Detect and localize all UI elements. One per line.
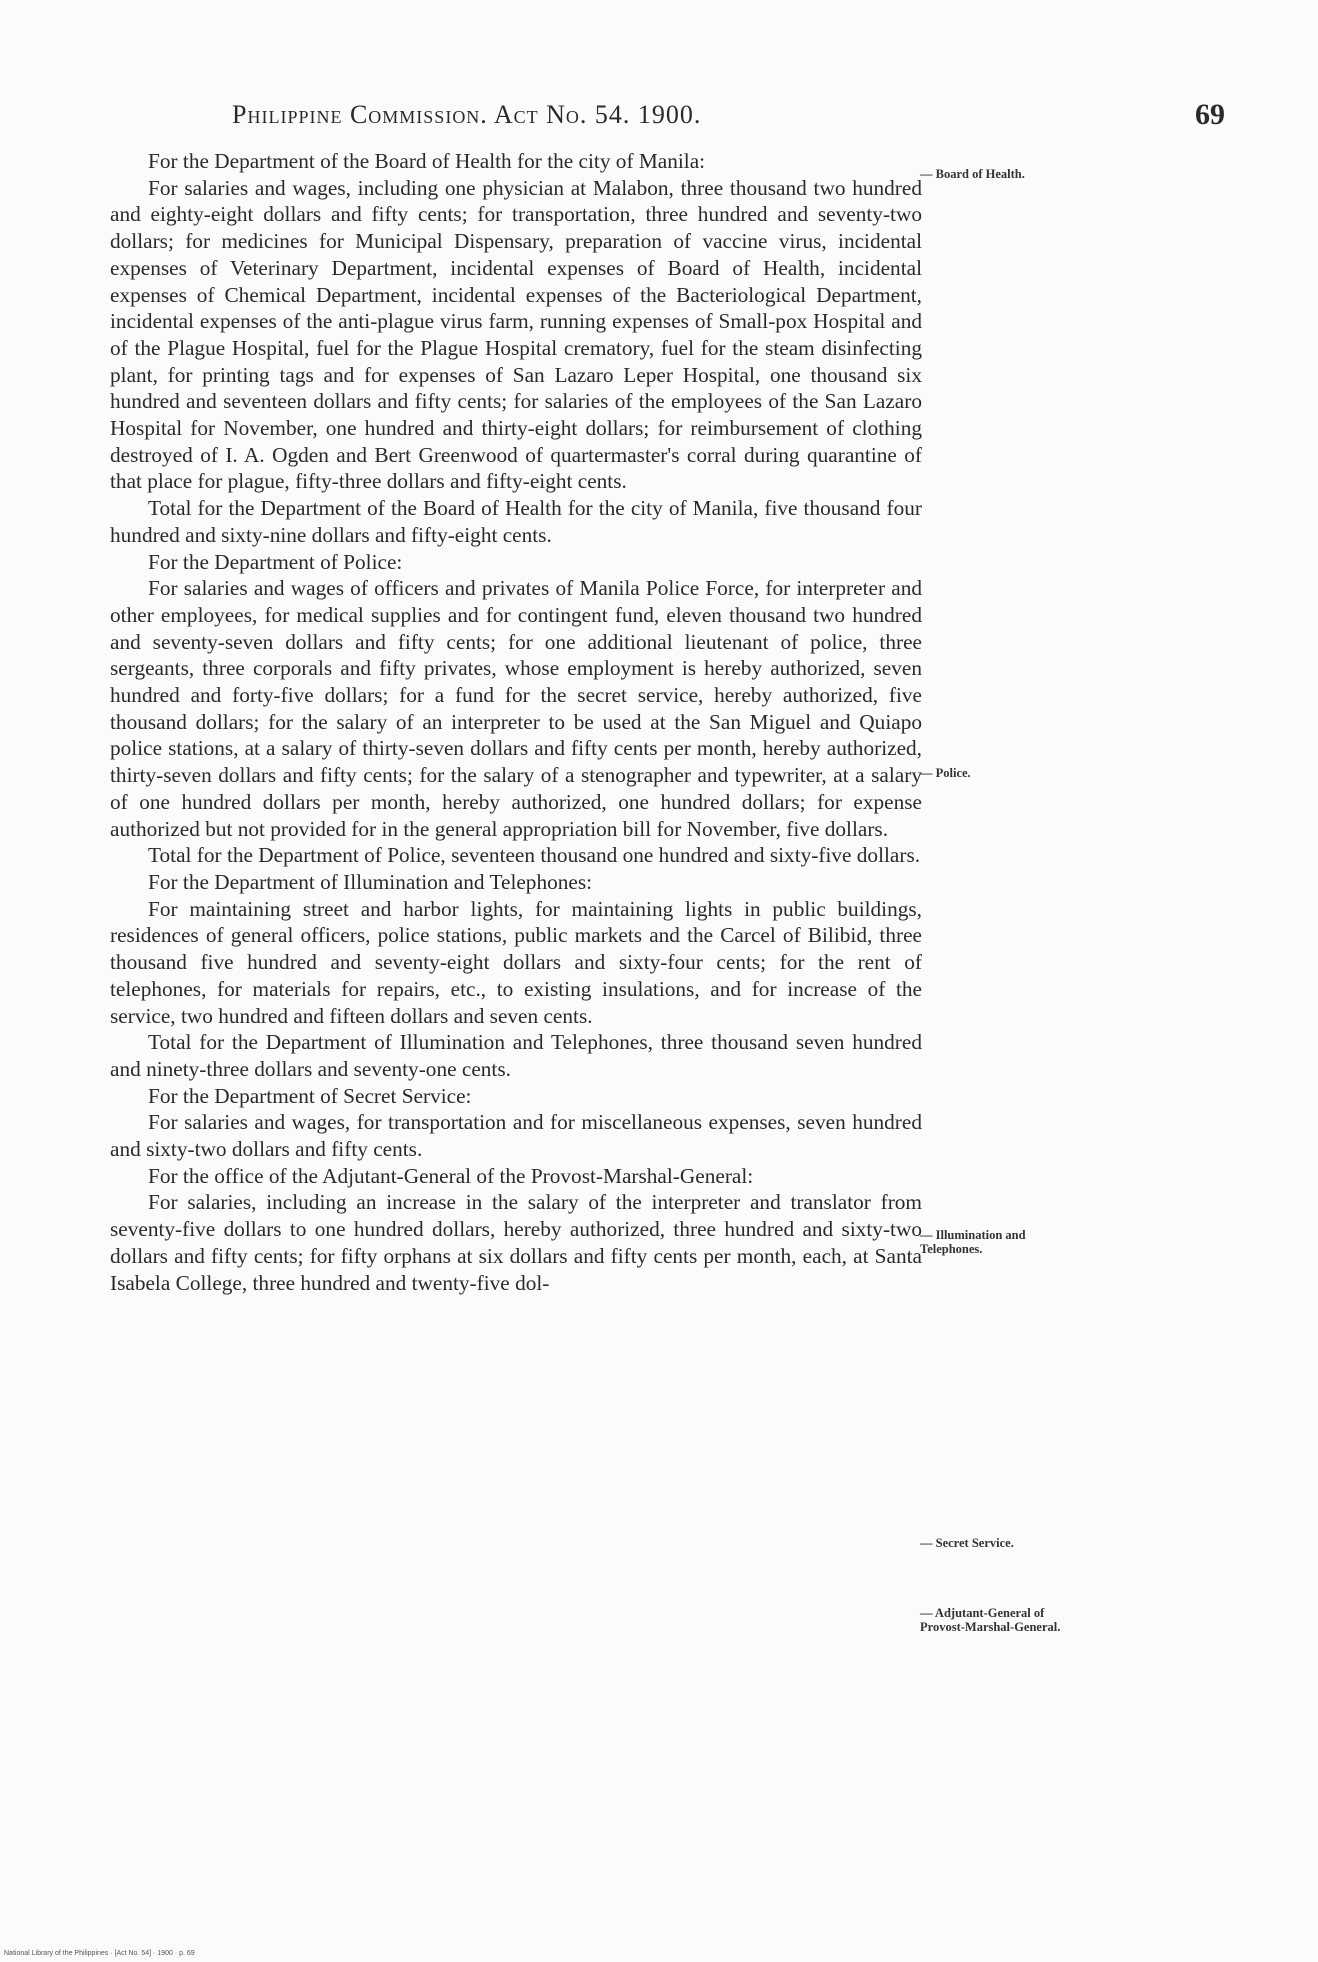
margin-note-police: — Police.: [920, 766, 971, 780]
running-head: Philippine Commission. Act No. 54. 1900.: [232, 100, 702, 129]
margin-note-board-of-health: — Board of Health.: [920, 167, 1025, 181]
paragraph-secret-service-heading: For the Department of Secret Service:: [148, 1083, 472, 1108]
footer-note: National Library of the Philippines · [Act No. 54] · 1900 · p. 69: [4, 1950, 195, 1957]
paragraph-board-of-health-total: Total for the Department of the Board of Health for the city of Manila, five thousand four hundred and sixty-nine dollars and fifty-eight cents.: [110, 496, 922, 547]
paragraph-illumination-heading: For the Department of Illumination and Telephones:: [148, 869, 593, 894]
paragraph-police-total: Total for the Department of Police, seventeen thousand one hundred and sixty-five dollars.: [148, 843, 921, 868]
paragraph-adjutant-general-items: For salaries, including an increase in the salary of the interpreter and translator from seventy-five dollars to one hundred dollars, hereby authorized, three hundred and sixty-two dollars and fifty cents; for fifty orphans at six dollars and fifty cents per month, each, at Santa Isabela College, three hundred and twenty-five dol-: [110, 1190, 922, 1295]
paragraph-police-heading: For the Department of Police:: [148, 549, 403, 574]
margin-note-adjutant-general: — Adjutant-General of Provost-Marshal-General.: [920, 1606, 1061, 1634]
paragraph-police-items: For salaries and wages of officers and privates of Manila Police Force, for interpreter and other employees, for medical supplies and for contingent fund, eleven thousand two hundred and seventy-seven dollars and fifty cents; for one additional lieutenant of police, three sergeants, three corporals and fifty privates, whose employment is hereby authorized, seven hundred and forty-five dollars; for a fund for the secret service, hereby authorized, five thousand dollars; for the salary of an interpreter to be used at the San Miguel and Quiapo police stations, at a salary of thirty-seven dollars and fifty cents per month, hereby authorized, thirty-seven dollars and fifty cents; for the salary of a stenographer and typewriter, at a salary of one hundred dollars per month, hereby authorized, one hundred dollars; for expense authorized but not provided for in the general appropriation bill for November, five dollars.: [110, 576, 922, 841]
page-number: 69: [1195, 98, 1225, 131]
paragraph-adjutant-general-heading: For the office of the Adjutant-General of the Provost-Marshal-General:: [148, 1163, 754, 1188]
body-text: [110, 148, 922, 1296]
paragraph-board-of-health-items: For salaries and wages, including one physician at Malabon, three thousand two hundred and eighty-eight dollars and fifty cents; for transportation, three hundred and seventy-two dollars; for medicines for Municipal Dispensary, preparation of vaccine virus, incidental expenses of Veterinary Department, incidental expenses of Board of Health, incidental expenses of Chemical Department, incidental expenses of the Bacteriological Department, incidental expenses of the anti-plague virus farm, running expenses of Small-pox Hospital and of the Plague Hospital, fuel for the Plague Hospital crematory, fuel for the steam disinfecting plant, for printing tags and for expenses of San Lazaro Leper Hospital, one thousand six hundred and seventeen dollars and fifty cents; for salaries of the employees of the San Lazaro Hospital for November, one hundred and thirty-eight dollars; for reimbursement of clothing destroyed of I. A. Ogden and Bert Greenwood of quartermaster's corral during quarantine of that place for plague, fifty-three dollars and fifty-eight cents.: [110, 175, 922, 494]
margin-note-illumination: — Illumination and Telephones.: [920, 1228, 1026, 1256]
paragraph-illumination-total: Total for the Department of Illumination and Telephones, three thousand seven hundred and ninety-three dollars and seventy-one cents.: [110, 1030, 922, 1081]
paragraph-secret-service-items: For salaries and wages, for transportation and for miscellaneous expenses, seven hundred and sixty-two dollars and fifty cents.: [110, 1110, 922, 1162]
page-header: [0, 100, 1318, 140]
margin-note-secret-service: — Secret Service.: [920, 1536, 1014, 1550]
paragraph-board-of-health-heading: For the Department of the Board of Health for the city of Manila:: [148, 149, 706, 173]
paragraph-illumination-items: For maintaining street and harbor lights, for maintaining lights in public buildings, residences of general officers, police stations, public markets and the Carcel of Bilibid, three thousand five hundred and seventy-eight dollars and sixty-four cents; for the rent of telephones, for materials for repairs, etc., to existing insulations, and for increase of the service, two hundred and fifteen dollars and seven cents.: [110, 896, 922, 1028]
